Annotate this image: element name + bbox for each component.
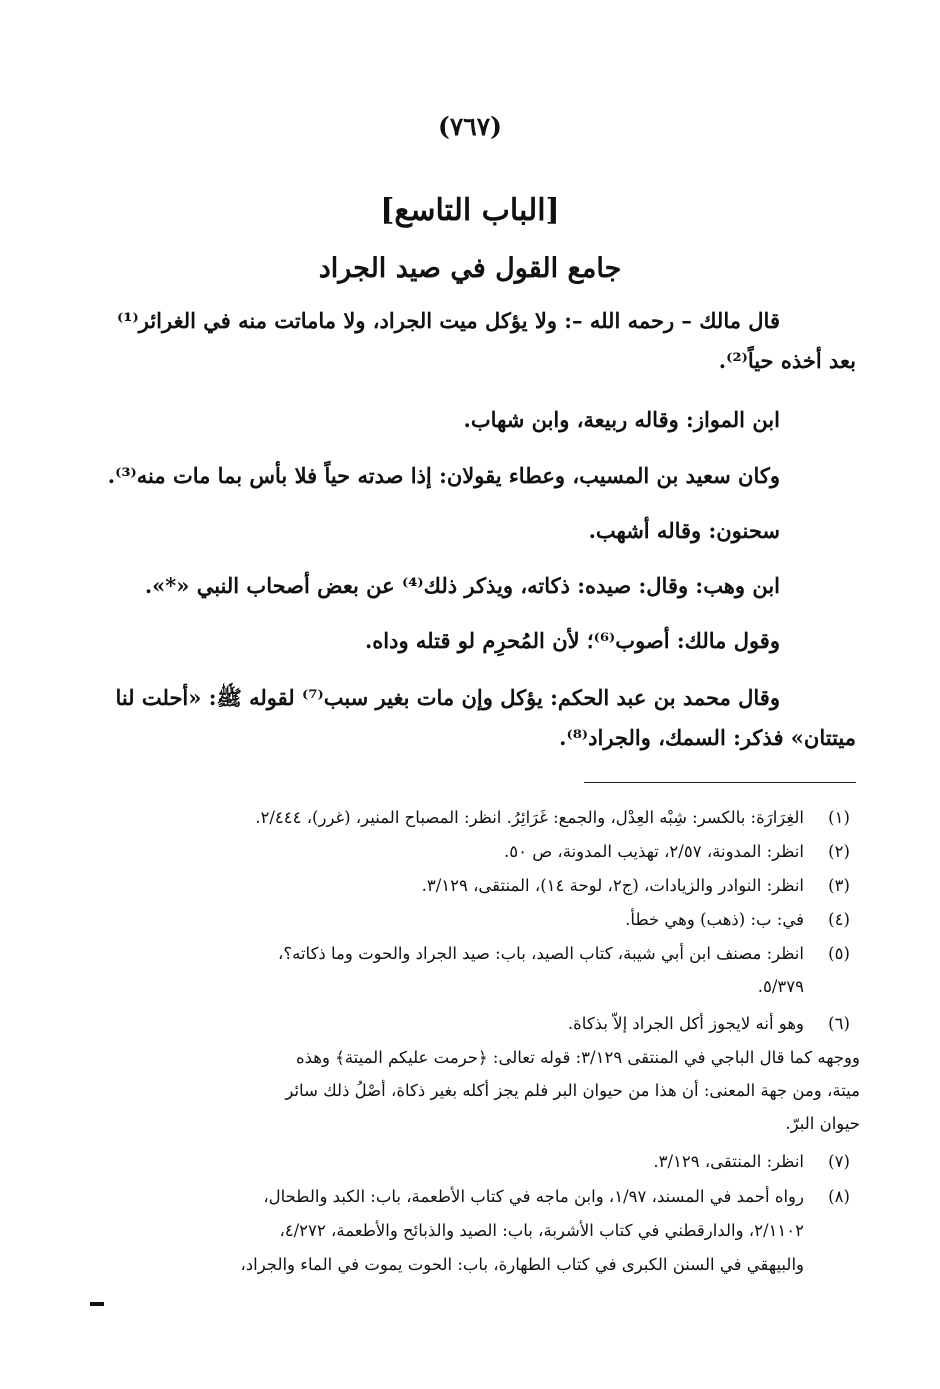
footnote-number: (٤) bbox=[828, 910, 850, 929]
footnote-number: (١) bbox=[828, 808, 850, 827]
section-title: جامع القول في صيد الجراد bbox=[318, 253, 622, 284]
footnote-text: الغِرَارَة: بالكسر: شِبْه العِدْل، والجمع: غَرَائِرُ. انظر: المصباح المنير، (غرر)، ٢/٤٤٤. bbox=[255, 808, 804, 827]
paragraph-7-line-2: ميتتان» فذكر: السمك، والجراد⁽⁸⁾. bbox=[559, 725, 856, 750]
paragraph-4: سحنون: وقاله أشهب. bbox=[588, 518, 780, 543]
paragraph-5: ابن وهب: وقال: صيده: ذكاته، ويذكر ذلك⁽⁴⁾ عن بعض أصحاب النبي «*». bbox=[144, 573, 780, 598]
paragraph-3: وكان سعيد بن المسيب، وعطاء يقولان: إذا صدته حياً فلا بأس بما مات منه⁽³⁾. bbox=[107, 463, 780, 488]
footnote-number: (٦) bbox=[828, 1014, 850, 1033]
page-number: (٧٦٧) bbox=[438, 112, 502, 141]
footnote-number: (٨) bbox=[828, 1187, 850, 1206]
footnote-text: انظر: النوادر والزيادات، (ج٢، لوحة ١٤)، المنتقى، ٣/١٢٩. bbox=[421, 876, 804, 895]
footnote-text: ميتة، ومن جهة المعنى: أن هذا من حيوان البر فلم يجز أكله بغير ذكاة، أصْلُ ذلك سائر bbox=[285, 1081, 860, 1100]
footnote-text: ٥/٣٧٩. bbox=[757, 977, 804, 996]
footnote-number: (٧) bbox=[828, 1152, 850, 1171]
footnote-text: انظر: المدونة، ٢/٥٧، تهذيب المدونة، ص ٥٠. bbox=[503, 842, 804, 861]
footnote-number: (٢) bbox=[828, 842, 850, 861]
continuation-dash bbox=[90, 1302, 104, 1306]
paragraph-7-line-1: وقال محمد بن عبد الحكم: يؤكل وإن مات بغير سبب⁽⁷⁾ لقوله ﷺ: «أحلت لنا bbox=[115, 685, 780, 710]
footnote-text: ووجهه كما قال الباجي في المنتقى ٣/١٢٩: قوله تعالى: ﴿حرمت عليكم الميتة﴾ وهذه bbox=[295, 1048, 860, 1067]
paragraph-1-line-2: بعد أخذه حياً⁽²⁾. bbox=[718, 348, 856, 373]
footnote-divider bbox=[584, 782, 856, 783]
footnote-text: وهو أنه لايجوز أكل الجراد إلاّ بذكاة. bbox=[567, 1014, 804, 1033]
footnote-text: ٢/١١٠٢، والدارقطني في كتاب الأشربة، باب: الصيد والذبائح والأطعمة، ٤/٢٧٢، bbox=[279, 1221, 804, 1240]
paragraph-6: وقول مالك: أصوب⁽⁶⁾؛ لأن المُحرِم لو قتله وداه. bbox=[364, 628, 780, 653]
footnote-text: والبيهقي في السنن الكبرى في كتاب الطهارة، باب: الحوت يموت في الماء والجراد، bbox=[240, 1255, 804, 1274]
footnote-text: في: ب: (ذهب) وهي خطأ. bbox=[625, 910, 804, 929]
footnote-text: انظر: المنتقى، ٣/١٢٩. bbox=[653, 1152, 804, 1171]
footnote-text: حيوان البرّ. bbox=[785, 1114, 860, 1133]
paragraph-2: ابن المواز: وقاله ربيعة، وابن شهاب. bbox=[463, 407, 780, 432]
footnote-text: رواه أحمد في المسند، ١/٩٧، وابن ماجه في كتاب الأطعمة، باب: الكبد والطحال، bbox=[263, 1187, 804, 1206]
footnote-number: (٥) bbox=[828, 944, 850, 963]
chapter-title: [الباب التاسع] bbox=[380, 193, 560, 228]
paragraph-1-line-1: قال مالك – رحمه الله –: ولا يؤكل ميت الجراد، ولا ماماتت منه في الغرائر⁽¹⁾ bbox=[117, 308, 780, 333]
footnote-number: (٣) bbox=[828, 876, 850, 895]
footnote-text: انظر: مصنف ابن أبي شيبة، كتاب الصيد، باب: صيد الجراد والحوت وما ذكاته؟، bbox=[278, 944, 804, 963]
